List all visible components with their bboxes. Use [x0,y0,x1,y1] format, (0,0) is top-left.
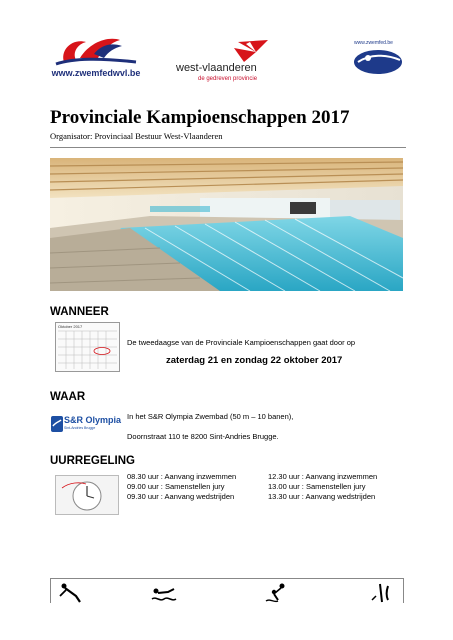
olympia-brand: S&R Olympia [64,415,122,425]
logo-right-url: www.zwemfed.be [354,40,393,46]
clock-icon [56,476,118,514]
section-heading-uurregeling: UURREGELING [50,455,135,467]
clock-image [55,475,119,515]
water-polo-icon [262,582,290,604]
calendar-icon [56,323,119,371]
logo-center-tagline: de gedreven provincie [198,76,258,82]
schedule-right-1: 12.30 uur : Aanvang inzwemmen [268,472,378,481]
schedule-right-3: 13.30 uur : Aanvang wedstrijden [268,492,376,501]
schedule-left-3: 09.30 uur : Aanvang wedstrijden [127,492,235,501]
divider [50,147,406,148]
bottom-frame-right [403,578,404,603]
synchronized-swimming-icon [370,582,398,604]
pool-photo [50,158,403,291]
waar-line-2: Doornstraat 110 te 8200 Sint-Andries Brugge. [127,432,279,441]
west-vlaanderen-logo [176,38,286,84]
swimmer-logo-icon [50,32,142,70]
event-date: zaterdag 21 en zondag 22 oktober 2017 [166,355,343,366]
schedule-left-1: 08.30 uur : Aanvang inzwemmen [127,472,237,481]
logo-left-url: www.zwemfedwvl.be [51,68,141,78]
bottom-frame-left [50,578,51,603]
swimming-icon [150,582,178,604]
waar-line-1: In het S&R Olympia Zwembad (50 m – 10 banen), [127,412,294,421]
schedule-left-2: 09.00 uur : Samenstellen jury [127,482,225,491]
calendar-label: Oktober 2017 [58,324,83,329]
olympia-emblem-icon [50,414,64,434]
sr-olympia-logo [50,414,122,434]
logo-center-name: west-vlaanderen [176,62,257,74]
diving-icon [56,582,84,604]
bottom-divider [50,578,403,579]
section-heading-wanneer: WANNEER [50,306,109,318]
page-title: Provinciale Kampioenschappen 2017 [50,107,350,128]
wanneer-text: De tweedaagse van de Provinciale Kampioenschappen gaat door op [127,338,356,347]
west-vlaanderen-emblem-icon [176,38,286,64]
calendar-image [55,322,120,372]
zwemfed-logo [350,36,406,78]
organizer-subtitle: Organisator: Provinciaal Bestuur West-Vlaanderen [50,131,223,141]
zwemfed-wvl-logo [50,32,142,82]
schedule-right-2: 13.00 uur : Samenstellen jury [268,482,366,491]
olympia-sub: Sint-Andries Brugge [64,426,96,430]
section-heading-waar: WAAR [50,391,86,403]
